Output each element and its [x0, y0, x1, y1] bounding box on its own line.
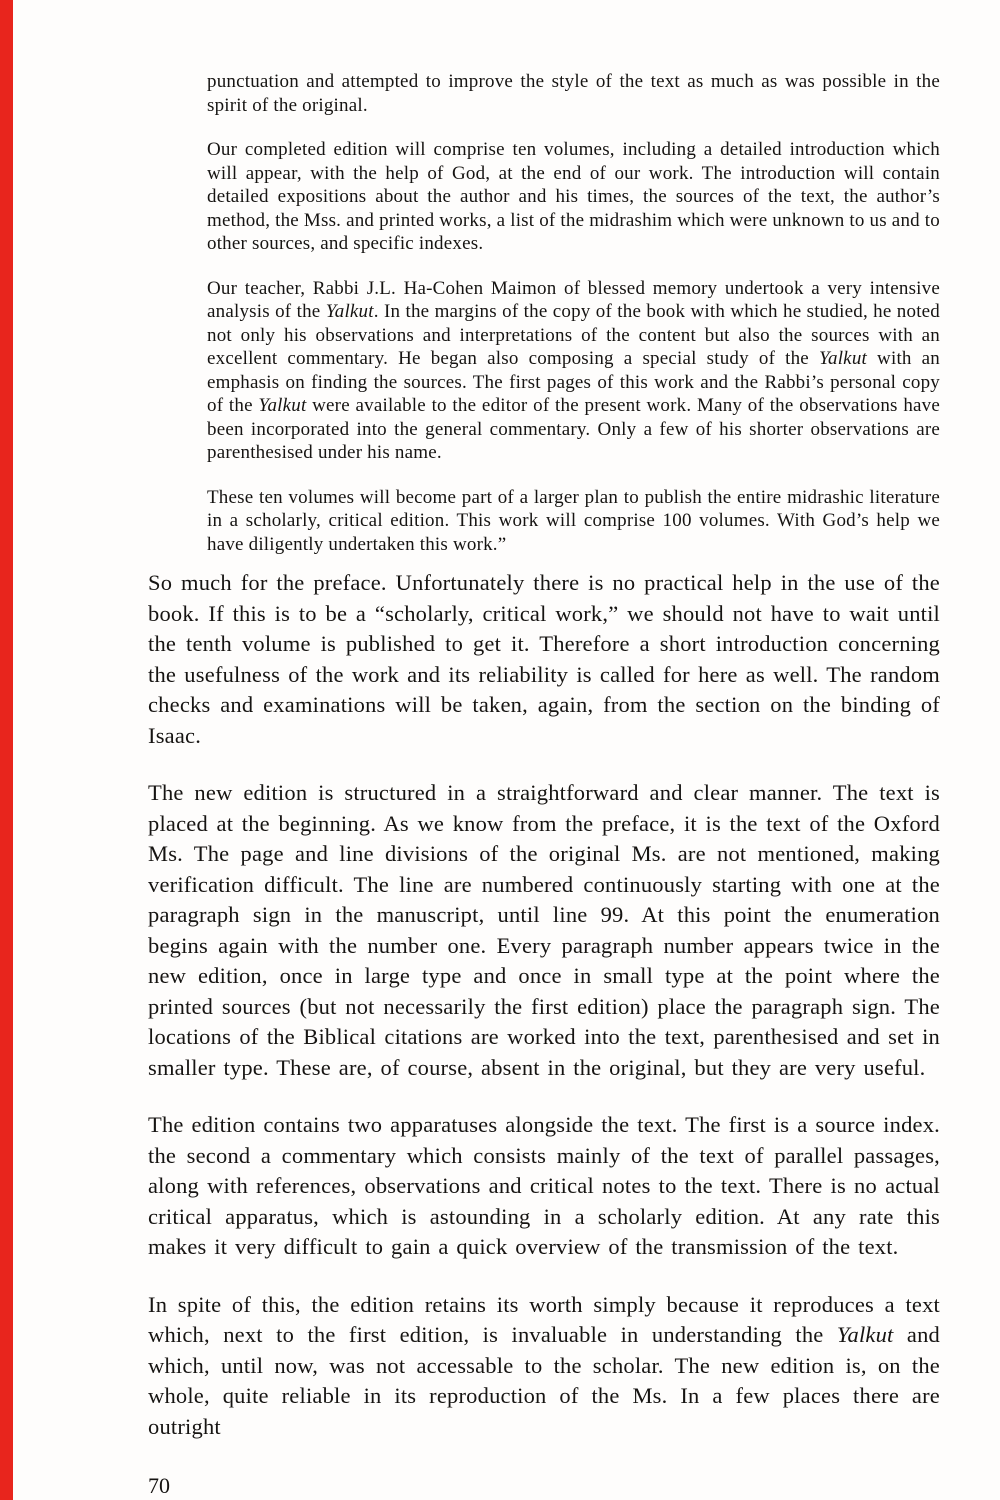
- italic-text-segment: Yalkut: [836, 1322, 894, 1347]
- text-segment: . In the margins of the copy of the book with which he studied, he noted not only his observations and interpretations of the content but also the sources with an excellent commentary. He began also composing a special study of the: [207, 301, 941, 369]
- text-segment: So much for the preface. Unfortunately there is no practical help in the use of the book. If this is to be a “scholarly, critical work,” we should not have to wait until the tenth volume is published to get it. Therefore a short introduction concerning the usefulness of the work and its reliability is called for here as well. The random checks and examinations will be taken, again, from the section on the binding of Isaac.: [148, 570, 940, 748]
- text-segment: and which, until now, was not accessable to the scholar. The new edition is, on the whole, quite reliable in its reproduction of the Ms. In a few places there are outright: [148, 1322, 940, 1439]
- quote-paragraph: [207, 277, 940, 465]
- body-paragraph: [148, 1290, 940, 1443]
- italic-text-segment: Yalkut: [258, 395, 307, 416]
- italic-text-segment: Yalkut: [325, 301, 374, 322]
- quote-paragraph: [207, 70, 940, 117]
- text-segment: These ten volumes will become part of a larger plan to publish the entire midrashic literature in a scholarly, critical edition. This work will comprise 100 volumes. With God’s help we have diligently undertaken this work.”: [207, 486, 940, 555]
- text-segment: were available to the editor of the present work. Many of the observations have been incorporated into the general commentary. Only a few of his shorter observations are parenthesised under his name.: [207, 395, 940, 463]
- quote-paragraph: [207, 138, 940, 256]
- text-segment: Our teacher, Rabbi J.L. Ha-Cohen Maimon of blessed memory undertook a very intensive analysis of the: [207, 277, 940, 322]
- text-segment: The edition contains two apparatuses alongside the text. The first is a source index. the second a commentary which consists mainly of the text of parallel passages, along with references, observations and critical notes to the text. There is no actual critical apparatus, which is astounding in a scholarly edition. At any rate this makes it very difficult to gain a quick overview of the transmission of the text.: [148, 1112, 940, 1259]
- quote-paragraph: [207, 486, 940, 557]
- text-segment: punctuation and attempted to improve the style of the text as much as was possible in the spirit of the original.: [207, 71, 940, 116]
- body-paragraph: [148, 1110, 940, 1263]
- body-paragraph: [148, 568, 940, 751]
- text-segment: Our completed edition will comprise ten volumes, including a detailed introduction which will appear, with the help of God, at the end of our work. The introduction will contain detailed expositions about the author and his times, the sources of the text, the author’s method, the Mss. and printed works, a list of the midrashim which were unknown to us and to other sources, and specific indexes.: [207, 139, 940, 254]
- page-number: 70: [148, 1473, 170, 1498]
- text-segment: In spite of this, the edition retains its worth simply because it reproduces a text which, next to the first edition, is invaluable in understanding the: [148, 1291, 940, 1347]
- italic-text-segment: Yalkut: [818, 348, 867, 369]
- body-paragraph: [148, 778, 940, 1083]
- text-segment: The new edition is structured in a straightforward and clear manner. The text is placed at the beginning. As we know from the preface, it is the text of the Oxford Ms. The page and line divisions of the original Ms. are not mentioned, making verification difficult. The line are numbered continuously starting with one at the paragraph sign in the manuscript, until line 99. At this point the enumeration begins again with the number one. Every paragraph number appears twice in the new edition, once in large type and once in small type at the point where the printed sources (but not necessarily the first edition) place the paragraph sign. The locations of the Biblical citations are worked into the text, parenthesised and set in smaller type. These are, of course, absent in the original, but they are very useful.: [148, 780, 940, 1080]
- text-segment: with an emphasis on finding the sources. The first pages of this work and the Rabbi’s personal copy of the: [207, 348, 940, 416]
